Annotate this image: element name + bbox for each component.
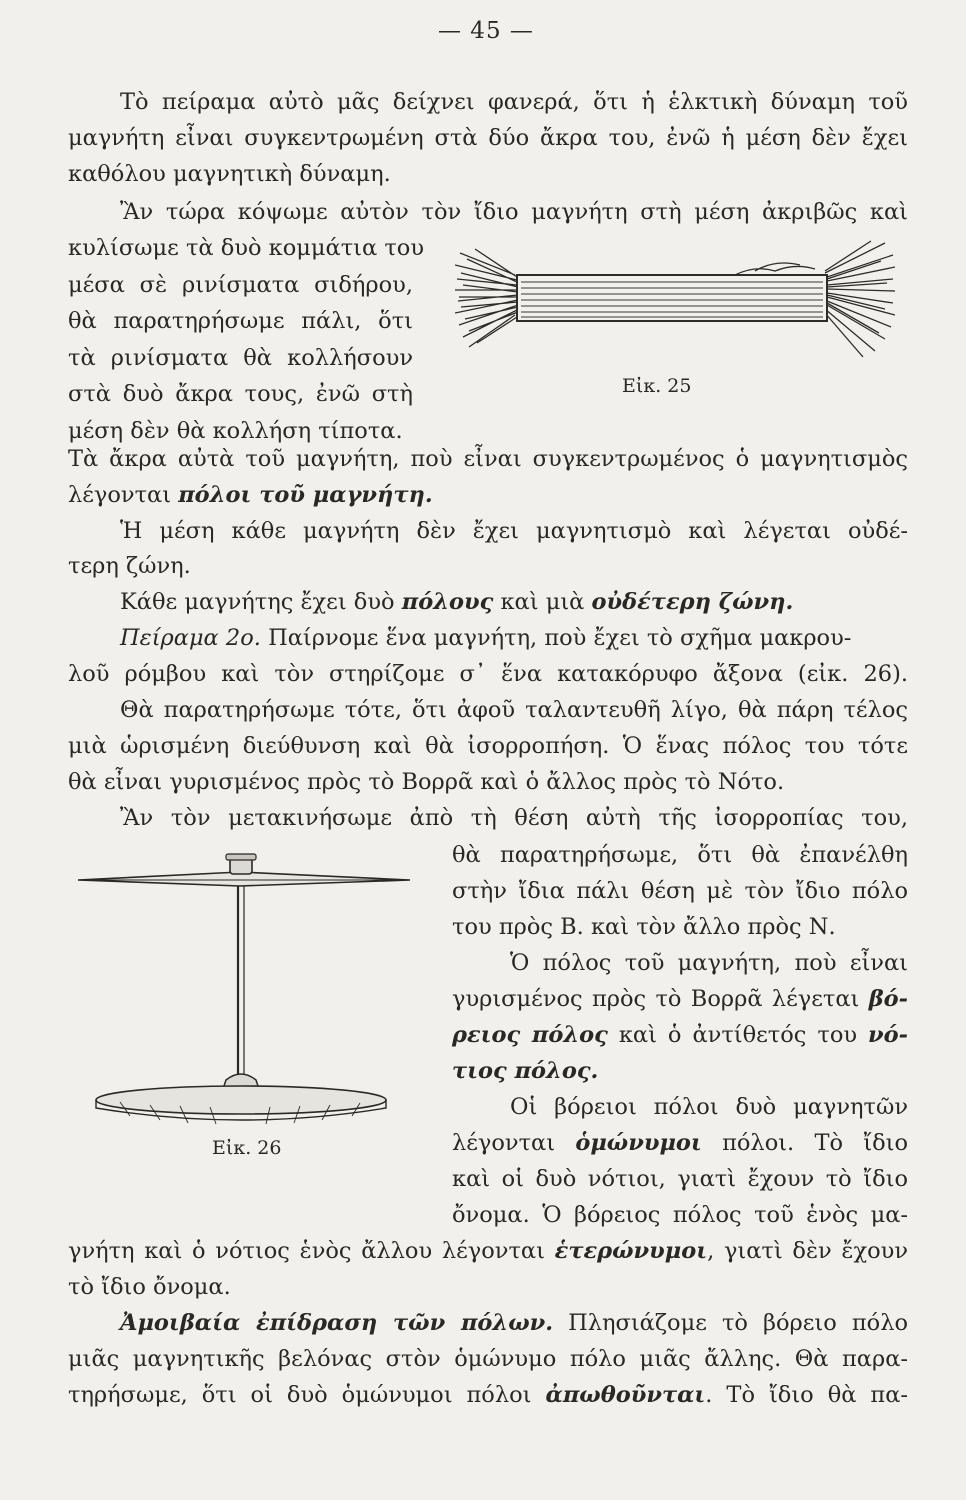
text-line-1: Τὸ πείραμα αὐτὸ μᾶς δείχνει φανερά, ὅτι ἡ ἑλκτικὴ δύναμη τοῦ bbox=[120, 89, 908, 115]
text-line-4: Ἂν τώρα κόψωμε αὐτὸν τὸν ἴδιο μαγνήτη στὴ μέση ἀκριβῶς καὶ bbox=[120, 199, 908, 225]
text-line-22: θὰ παρατηρήσωμε, ὅτι θὰ ἐπανέλθη bbox=[452, 842, 908, 868]
term-north-pole-part2: ρειος πόλος bbox=[452, 1022, 608, 1048]
term-north-pole-part1: βό- bbox=[868, 986, 908, 1012]
text-line-25: Ὁ πόλος τοῦ μαγνήτη, ποὺ εἶναι bbox=[510, 950, 908, 976]
text-line-16: Πείραμα 2ο. Παίρνομε ἕνα μαγνήτη, ποὺ ἔχει τὸ σχῆμα μακρου- bbox=[120, 625, 852, 651]
term-heteronymous: ἑτερώνυμοι bbox=[554, 1238, 708, 1264]
text-line-26: γυρισμένος πρὸς τὸ Βορρᾶ λέγεται βό- bbox=[452, 986, 908, 1012]
page-number: — 45 — bbox=[438, 18, 534, 44]
text-line-7: θὰ παρατηρήσωμε πάλι, ὅτι bbox=[68, 308, 413, 334]
text-line-28 bbox=[452, 1056, 598, 1086]
term-poles: πόλους bbox=[401, 589, 494, 615]
text-line-29: Οἱ βόρειοι πόλοι δυὸ μαγνητῶν bbox=[510, 1094, 908, 1120]
text-line-12: λέγονται πόλοι τοῦ μαγνήτη. bbox=[68, 482, 433, 508]
figure-26-caption: Εἰκ. 26 bbox=[212, 1137, 282, 1159]
text-line-33: γνήτη καὶ ὁ νότιος ἑνὸς ἄλλου λέγονται ἑτερώνυμοι, γιατὶ δὲν ἔχουν bbox=[68, 1238, 909, 1264]
term-poles-of-magnet: πόλοι τοῦ μαγνήτη. bbox=[178, 482, 433, 508]
text-line-15: Κάθε μαγνήτης ἔχει δυὸ πόλους καὶ μιὰ οὐδέτερη ζώνη. bbox=[120, 589, 794, 615]
text-line-34: τὸ ἴδιο ὄνομα. bbox=[68, 1274, 231, 1300]
text-line-18: Θὰ παρατηρήσωμε τότε, ὅτι ἀφοῦ ταλαντευθῆ λίγο, θὰ πάρη τέλος bbox=[120, 697, 908, 723]
text-line-3: καθόλου μαγνητικὴ δύναμη. bbox=[68, 161, 391, 187]
text-line-30: λέγονται ὁμώνυμοι πόλοι. Τὸ ἴδιο bbox=[452, 1130, 909, 1156]
text-line-17: λοῦ ρόμβου καὶ τὸν στηρίζομε σ᾽ ἕνα κατακόρυφο ἄξονα (εἰκ. 26). bbox=[68, 661, 908, 687]
text-line-35: Ἀμοιβαία ἐπίδραση τῶν πόλων. Πλησιάζομε τὸ βόρειο πόλο bbox=[120, 1310, 908, 1336]
term-south-pole-part1: νό- bbox=[868, 1022, 908, 1048]
text-line-5: κυλίσωμε τὰ δυὸ κομμάτια του bbox=[68, 235, 425, 261]
term-south-pole-part2: τιος πόλος. bbox=[452, 1058, 599, 1084]
figure-25-caption: Εἰκ. 25 bbox=[622, 375, 692, 397]
text-line-31: καὶ οἱ δυὸ νότιοι, γιατὶ ἔχουν τὸ ἴδιο bbox=[452, 1166, 908, 1192]
term-repel: ἀπωθοῦνται bbox=[545, 1382, 706, 1408]
text-line-21: Ἂν τὸν μετακινήσωμε ἀπὸ τὴ θέση αὐτὴ τῆς ἰσορροπίας του, bbox=[120, 805, 908, 831]
text-line-13: Ἡ μέση κάθε μαγνήτη δὲν ἔχει μαγνητισμὸ καὶ λέγεται οὐδέ- bbox=[120, 518, 908, 544]
text-line-6: μέσα σὲ ρινίσματα σιδήρου, bbox=[68, 272, 413, 298]
text-line-11: Τὰ ἄκρα αὐτὰ τοῦ μαγνήτη, ποὺ εἶναι συγκεντρωμένος ὁ μαγνητισμὸς bbox=[68, 446, 908, 472]
text-line-19: μιὰ ὡρισμένη διεύθυνση καὶ θὰ ἰσορροπήση. Ὁ ἕνας πόλος του τότε bbox=[68, 733, 908, 759]
text-line-8: τὰ ρινίσματα θὰ κολλήσουν bbox=[68, 345, 413, 371]
experiment-2-label: Πείραμα 2ο. bbox=[120, 625, 261, 651]
text-line-9: στὰ δυὸ ἄκρα τους, ἐνῶ στὴ bbox=[68, 381, 413, 407]
figure-26-magnetic-needle-stand bbox=[60, 840, 430, 1140]
text-line-10: μέση δὲν θὰ κολλήση τίποτα. bbox=[68, 418, 403, 444]
text-line-14: τερη ζώνη. bbox=[68, 553, 191, 579]
text-line-23: στὴν ἴδια πάλι θέση μὲ τὸν ἴδιο πόλο bbox=[452, 878, 908, 904]
text-line-36: μιᾶς μαγνητικῆς βελόνας στὸν ὁμώνυμο πόλο μιᾶς ἄλλης. Θὰ παρα- bbox=[68, 1346, 908, 1372]
term-neutral-zone: οὐδέτερη ζώνη. bbox=[591, 589, 794, 615]
text-line-24: του πρὸς Β. καὶ τὸν ἄλλο πρὸς Ν. bbox=[452, 914, 836, 940]
text-line-37: τηρήσωμε, ὅτι οἱ δυὸ ὁμώνυμοι πόλοι ἀπωθοῦνται. Τὸ ἴδιο θὰ πα- bbox=[68, 1382, 909, 1408]
figure-25-magnet-with-filings bbox=[455, 235, 895, 370]
term-homonymous: ὁμώνυμοι bbox=[575, 1130, 702, 1156]
text-line-27: ρειος πόλος καὶ ὁ ἀντίθετός του νό- bbox=[452, 1022, 908, 1048]
text-line-20: θὰ εἶναι γυρισμένος πρὸς τὸ Βορρᾶ καὶ ὁ ἄλλος πρὸς τὸ Νότο. bbox=[68, 769, 785, 795]
heading-mutual-interaction: Ἀμοιβαία ἐπίδραση τῶν πόλων. bbox=[120, 1310, 554, 1336]
text-line-32: ὄνομα. Ὁ βόρειος πόλος τοῦ ἑνὸς μα- bbox=[452, 1202, 908, 1228]
text-line-2: μαγνήτη εἶναι συγκεντρωμένη στὰ δύο ἄκρα του, ἐνῶ ἡ μέση δὲν ἔχει bbox=[68, 125, 908, 151]
